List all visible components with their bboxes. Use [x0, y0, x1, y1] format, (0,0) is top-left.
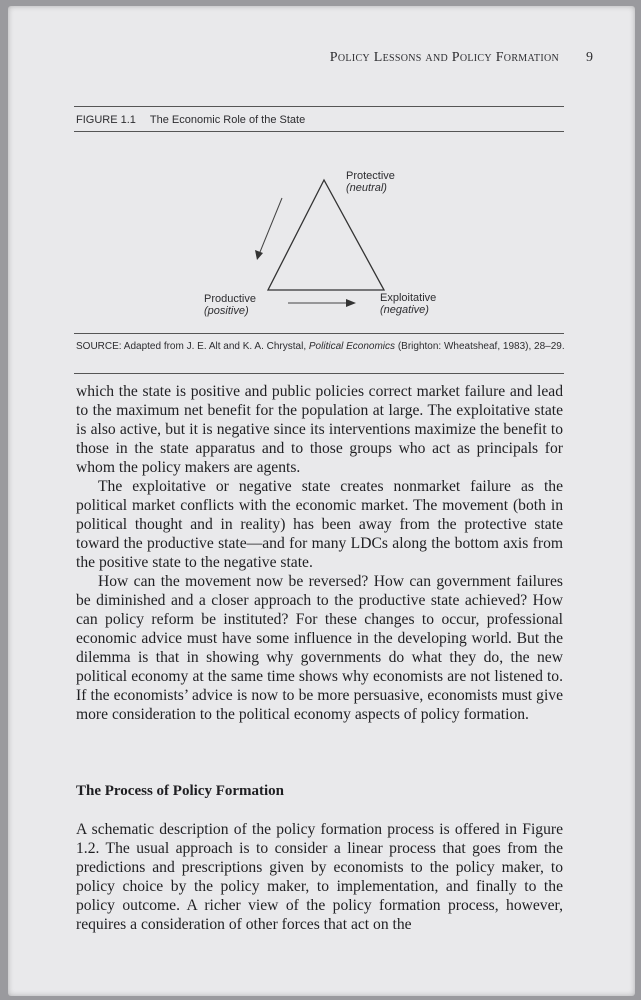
- paragraph-1: which the state is positive and public policies correct market failure and lead to the maximum net benefit for the population at large. The exploitative state is also active, but it is negative since its interventions maximize the benefit to those in the state apparatus and to those groups who act as principals for whom the policy makers are agents.: [76, 383, 563, 476]
- figure-top-rule: [74, 106, 564, 107]
- section-paragraph-1: A schematic description of the policy formation process is offered in Figure 1.2. The usual approach is to consider a linear process that goes from the predictions and prescriptions given by economists to the policy maker, to policy choice by the policy maker, to implementation, and finally to the policy outcome. A richer view of the policy formation process, however, requires a consideration of other forces that act on the: [76, 821, 563, 933]
- section-body: [76, 820, 563, 934]
- paragraph-2: The exploitative or negative state creates nonmarket failure as the political market conflicts with the economic market. The movement (both in political thought and in reality) has been away from the protective state toward the productive state—and for many LDCs along the bottom axis from the positive state to the negative state.: [76, 478, 563, 571]
- paragraph-3: How can the movement now be reversed? How can government failures be diminished and a closer approach to the productive state achieved? How can policy reform be instituted? For these changes to occur, professional economic advice must have some influence in the developing world. But the dilemma is that in showing why governments do what they do, the new political economy at the same time shows why economists are not listened to. If the economists’ advice is now to be more persuasive, economists must give more consideration to the political economy aspects of policy formation.: [76, 573, 563, 723]
- exploitative-label: Exploitative (negative): [380, 292, 437, 316]
- figure-source: SOURCE: Adapted from J. E. Alt and K. A. Chrystal, Political Economics (Brighton: Wheatsheaf, 1983), 28–29.: [76, 341, 565, 352]
- figure-caption: [76, 114, 305, 126]
- source-bottom-rule: [74, 373, 564, 374]
- body-text: [76, 382, 563, 724]
- protective-label: Protective (neutral): [346, 170, 395, 194]
- left-axis-arrow-line: [260, 198, 282, 252]
- bottom-axis-arrowhead: [346, 299, 356, 307]
- section-heading: The Process of Policy Formation: [76, 783, 285, 799]
- economic-role-diagram: [158, 162, 498, 327]
- book-page: [8, 6, 635, 996]
- page-number: 9: [586, 50, 593, 65]
- left-axis-arrowhead: [255, 250, 263, 260]
- figure-number: FIGURE 1.1: [76, 114, 136, 126]
- figure-bottom-rule: [74, 333, 564, 334]
- productive-label: Productive (positive): [204, 293, 256, 317]
- figure-title: The Economic Role of the State: [149, 114, 306, 126]
- running-head: Policy Lessons and Policy Formation: [329, 50, 559, 65]
- figure-caption-rule: [74, 131, 564, 132]
- triangle: [268, 180, 384, 290]
